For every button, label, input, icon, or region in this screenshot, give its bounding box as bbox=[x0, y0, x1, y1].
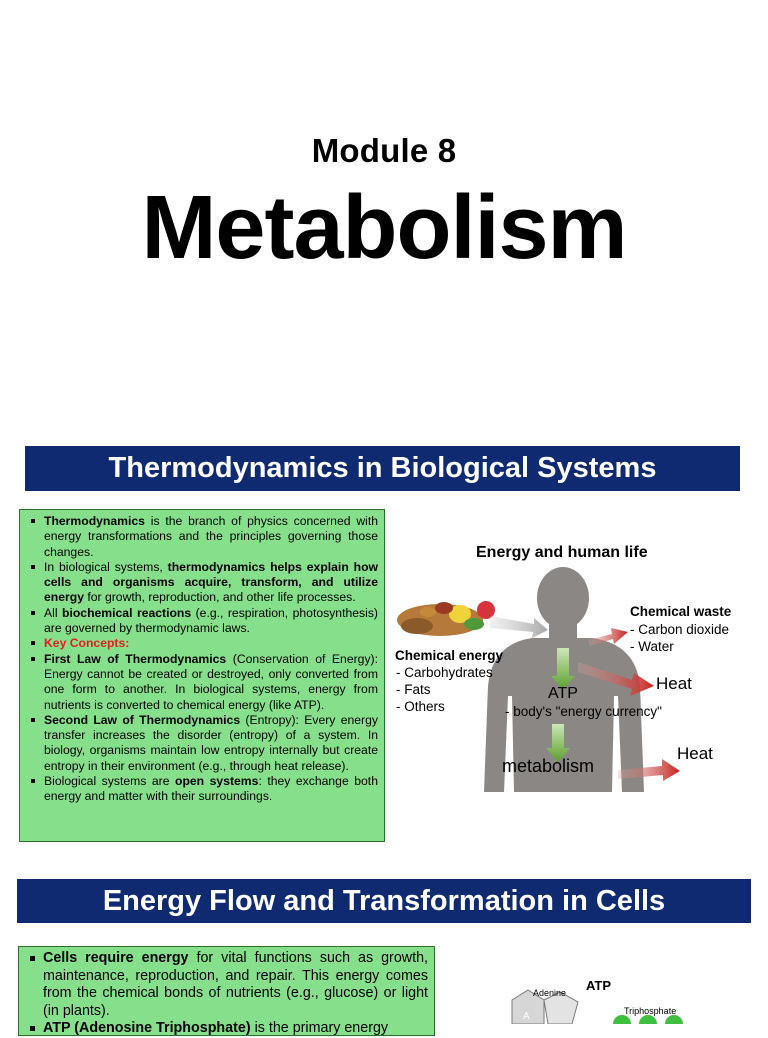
food-image bbox=[397, 601, 495, 636]
bullet-text: (e.g., respiration, photosynthesis) are governed by thermodynamic laws. bbox=[44, 605, 378, 636]
bullet-bold: ATP (Adenosine Triphosphate) bbox=[43, 1020, 251, 1036]
bullet-text: Biological systems are bbox=[44, 774, 176, 789]
atp-label: ATP bbox=[548, 685, 578, 702]
thermodynamics-text-box bbox=[19, 509, 385, 842]
bullet-text: is the branch of physics concerned with energy transformations and the principles governing those changes. bbox=[44, 514, 378, 559]
energy-human-life-diagram bbox=[392, 536, 748, 792]
list-item bbox=[44, 560, 378, 606]
bullet-text: for vital functions such as growth, maintenance, reproduction, and repair. This energy comes from the chemical bonds of nutrients (e.g., glucose) or light (in plants). bbox=[43, 950, 428, 1019]
metabolism-label: metabolism bbox=[502, 756, 595, 776]
list-item bbox=[44, 774, 378, 805]
nutrient-item: - Fats bbox=[396, 682, 431, 697]
list-item bbox=[44, 652, 378, 713]
energy-flow-text-box bbox=[18, 946, 435, 1036]
list-item bbox=[43, 1020, 428, 1038]
bullet-text: is the primary energy bbox=[250, 1020, 389, 1036]
module-label: Module 8 bbox=[311, 132, 457, 169]
atp-structure-diagram bbox=[498, 970, 688, 1024]
bullet-text: All bbox=[44, 605, 63, 620]
adenine-label: Adenine bbox=[533, 988, 567, 998]
page-title: Metabolism bbox=[141, 178, 627, 278]
diagram-title: Energy and human life bbox=[476, 544, 648, 561]
section-heading-energy-flow: Energy Flow and Transformation in Cells bbox=[17, 879, 751, 923]
heat-label: Heat bbox=[656, 674, 692, 693]
bullet-text: : they exchange both energy and matter with their surroundings. bbox=[44, 774, 378, 804]
chemical-waste-label: Chemical waste bbox=[630, 604, 732, 619]
atp-diagram-title: ATP bbox=[586, 978, 612, 993]
list-item bbox=[44, 606, 378, 637]
bullet-bold: Cells require energy bbox=[43, 950, 189, 966]
thermodynamics-bullet-list bbox=[26, 514, 378, 805]
energy-flow-bullet-list bbox=[25, 950, 428, 1038]
key-concepts-label: Key Concepts: bbox=[44, 636, 130, 651]
bullet-bold: Thermodynamics bbox=[44, 514, 145, 528]
bullet-text: for growth, reproduction, and other life processes. bbox=[83, 590, 356, 605]
triphosphate-label: Triphosphate bbox=[624, 1006, 677, 1016]
bullet-bold: open systems bbox=[175, 774, 259, 789]
nutrient-item: - Carbohydrates bbox=[396, 665, 493, 680]
list-item bbox=[43, 950, 428, 1020]
list-item bbox=[44, 713, 378, 774]
bullet-bold: First Law of Thermodynamics bbox=[44, 651, 227, 666]
food-to-body-arrow bbox=[490, 616, 548, 638]
bullet-bold: Second Law of Thermodynamics bbox=[44, 712, 241, 727]
bullet-text: (Conservation of Energy): Energy cannot be created or destroyed, only converted from one form to another. In biological systems, energy from nutrients is converted to chemical energy (like ATP). bbox=[44, 651, 378, 712]
bullet-text: (Entropy): Every energy transfer increases the disorder (entropy) of a system. In biology, organisms maintain low entropy internally but create entropy in their environment (e.g., through heat release). bbox=[44, 712, 378, 773]
atp-note: - body's "energy currency" bbox=[505, 704, 662, 719]
heat-label: Heat bbox=[677, 744, 713, 763]
section-heading-thermodynamics: Thermodynamics in Biological Systems bbox=[25, 446, 740, 491]
bullet-text: In biological systems, bbox=[44, 559, 168, 574]
bullet-bold: thermodynamics helps explain how cells and organisms acquire, transform, and utilize energy bbox=[44, 559, 379, 605]
waste-item: - Water bbox=[630, 639, 674, 654]
nutrient-item: - Others bbox=[396, 699, 445, 714]
chemical-energy-label: Chemical energy bbox=[395, 648, 504, 663]
adenine-ring-letter: A bbox=[523, 1011, 530, 1022]
list-item bbox=[44, 636, 378, 651]
bullet-bold: biochemical reactions bbox=[62, 605, 192, 620]
list-item bbox=[44, 514, 378, 560]
waste-item: - Carbon dioxide bbox=[630, 622, 730, 637]
